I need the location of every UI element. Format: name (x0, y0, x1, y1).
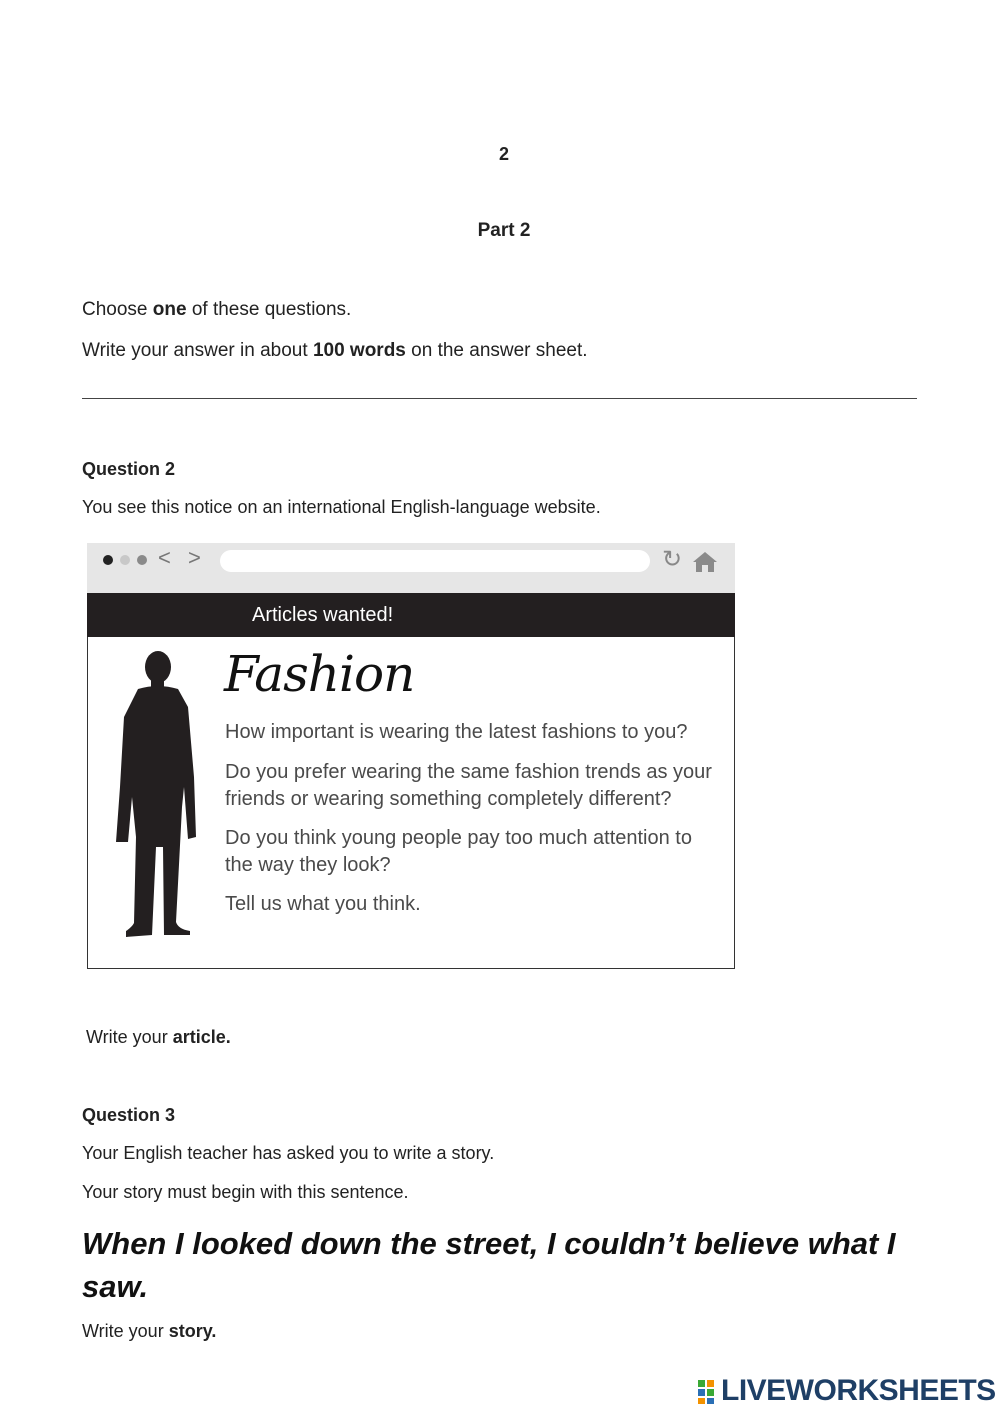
notice-body (87, 637, 735, 969)
story-opening-sentence: When I looked down the street, I couldn’t believe what I saw. (82, 1226, 896, 1304)
website-notice (87, 543, 735, 970)
reload-icon: ↻ (662, 546, 683, 573)
instruction-emphasis: one (152, 299, 187, 320)
page-number: 2 (498, 144, 509, 164)
notice-question: Tell us what you think. (225, 893, 421, 915)
task-emphasis: story. (168, 1321, 217, 1341)
window-dot-icon (120, 555, 130, 565)
back-arrow-icon: < (158, 545, 171, 570)
part-title: Part 2 (477, 220, 531, 241)
window-dot-icon (103, 555, 113, 565)
question-3-line1: Your English teacher has asked you to write a story. (82, 1143, 495, 1163)
notice-question: How important is wearing the latest fashions to you? (225, 721, 688, 743)
question-2-heading: Question 2 (82, 459, 176, 479)
instruction-choose (82, 299, 351, 321)
question-2-intro: You see this notice on an international English-language website. (82, 497, 601, 517)
notice-banner (87, 593, 735, 637)
browser-toolbar (87, 543, 735, 593)
liveworksheets-logo-icon (697, 1379, 723, 1405)
question-3-task (82, 1321, 216, 1342)
instruction-text: of these questions. (186, 299, 352, 320)
section-divider (82, 398, 917, 399)
instruction-text: Choose (82, 299, 153, 320)
notice-title: Fashion (224, 645, 415, 703)
task-text: Write your (82, 1321, 169, 1341)
home-icon (692, 551, 718, 573)
man-silhouette-icon (108, 647, 203, 937)
question-3-heading: Question 3 (82, 1105, 176, 1125)
instruction-text: Write your answer in about (82, 340, 313, 361)
banner-title: Articles wanted! (252, 604, 394, 626)
brand-name: LIVEWORKSHEETS (721, 1374, 996, 1407)
address-bar (220, 550, 650, 572)
question-2-task (86, 1027, 231, 1048)
task-emphasis: article. (172, 1027, 231, 1047)
instruction-word-count (82, 340, 588, 362)
instruction-text: on the answer sheet. (405, 340, 588, 361)
forward-arrow-icon: > (188, 545, 201, 570)
notice-question: Do you prefer wearing the same fashion trends as your friends or wearing something completely different? (225, 761, 712, 810)
window-dot-icon (137, 555, 147, 565)
question-3-line2: Your story must begin with this sentence. (82, 1182, 409, 1202)
task-text: Write your (86, 1027, 173, 1047)
instruction-emphasis: 100 words (312, 340, 406, 361)
notice-question: Do you think young people pay too much attention to the way they look? (225, 827, 692, 876)
